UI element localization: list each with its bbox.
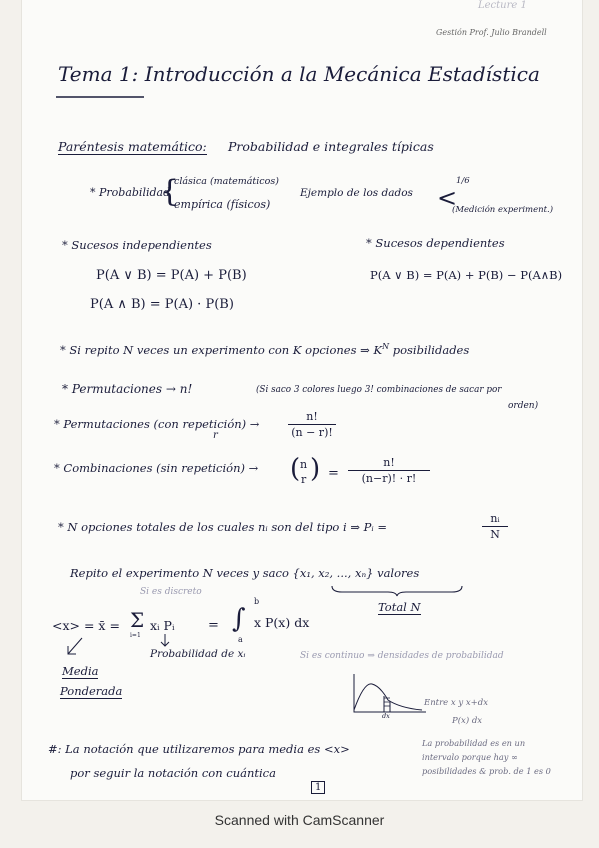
perm-rep-fraction — [288, 410, 336, 439]
graph-note-2: P(x) dx — [452, 716, 483, 726]
probabilidad-brace: { — [160, 174, 180, 209]
combinaciones-label: * Combinaciones (sin repetición) → — [54, 461, 259, 475]
media-lhs: <x> = x̄ = — [52, 618, 120, 633]
opciones-den: N — [490, 528, 500, 541]
page-number: 1 — [311, 781, 325, 794]
sum-lower-limit: i=1 — [130, 632, 141, 639]
ejemplo-brace: < — [437, 184, 458, 212]
perm-rep-subscript: r — [213, 430, 218, 441]
combinaciones-bar — [348, 470, 430, 471]
perm-rep-num: n! — [306, 410, 318, 423]
integral-lower: a — [238, 635, 243, 644]
perm-rep-label: * Permutaciones (con repetición) → — [54, 417, 260, 431]
probabilidad-label: * Probabilidad — [90, 186, 171, 199]
media-eq: = — [208, 618, 219, 633]
combinaciones-den: (n−r)! · r! — [361, 472, 417, 485]
media-label: Media — [62, 664, 99, 678]
opciones-line: * N opciones totales de los cuales nᵢ son del tipo i ⇒ Pᵢ = — [58, 520, 387, 534]
indep-eq-intersection: P(A ∧ B) = P(A) · P(B) — [90, 297, 234, 312]
page-title: Tema 1: Introducción a la Mecánica Estadística — [58, 62, 540, 86]
sum-arrow — [160, 634, 170, 648]
permutaciones-label: * Permutaciones → n! — [62, 382, 193, 396]
section-heading: Paréntesis matemático: — [58, 139, 207, 154]
ponderada-label: Ponderada — [60, 684, 123, 698]
media-arrow — [64, 638, 84, 658]
sucesos-dependientes-label: * Sucesos dependientes — [366, 236, 505, 250]
side-note-3: posibilidades & prob. de 1 es 0 — [422, 766, 551, 776]
graph-dx: dx — [382, 712, 390, 720]
dep-eq: P(A ∨ B) = P(A) + P(B) − P(A∧B) — [370, 268, 563, 282]
title-underline — [56, 95, 146, 99]
binom-top: n — [300, 458, 308, 471]
integral-sign: ∫ — [232, 604, 246, 634]
opciones-fraction — [482, 512, 508, 541]
repito-tail: posibilidades — [392, 342, 470, 357]
integral-term: x P(x) dx — [254, 615, 310, 630]
notebook-page — [22, 0, 582, 800]
indep-eq-union: P(A ∨ B) = P(A) + P(B) — [96, 268, 247, 283]
binom-open: ( — [290, 454, 301, 484]
binom-close: ) — [310, 454, 321, 484]
repito-text: * Si repito N veces un experimento con K opciones ⇒ K — [60, 342, 383, 357]
opciones-bar — [482, 526, 508, 527]
attribution: Gestión Prof. Julio Brandell — [436, 28, 547, 37]
opciones-num: nᵢ — [490, 512, 500, 525]
sucesos-independientes-label: * Sucesos independientes — [62, 238, 212, 252]
perm-rep-den: (n − r)! — [291, 426, 333, 439]
total-n: Total N — [378, 600, 421, 614]
integral-upper: b — [254, 597, 260, 606]
sum-sigma: Σ — [130, 608, 145, 632]
combinaciones-eq: = — [328, 466, 339, 481]
scanner-watermark: Scanned with CamScanner — [214, 812, 385, 828]
binom-bottom: r — [301, 473, 307, 486]
ejemplo-bottom: (Medición experiment.) — [452, 205, 554, 215]
side-note-1: La probabilidad es en un — [422, 738, 526, 748]
ejemplo-dados: Ejemplo de los dados — [300, 187, 413, 199]
experimento-line: Repito el experimento N veces y saco {x₁, x₂, ..., xₙ} valores — [70, 566, 420, 580]
clasica-label: clásica (matemáticos) — [174, 176, 279, 187]
experimento-underbrace — [332, 584, 462, 596]
continuo-note: Si es continuo ⇒ densidades de probabilidad — [300, 651, 504, 661]
permutaciones-note-2: orden) — [508, 401, 539, 411]
probabilidad-de-xi: Probabilidad de xᵢ — [150, 648, 246, 660]
sum-term: xᵢ Pᵢ — [150, 618, 175, 633]
permutaciones-note: (Si saco 3 colores luego 3! combinaciones de sacar por — [256, 385, 502, 395]
perm-rep-bar — [288, 424, 336, 425]
combinaciones-num: n! — [383, 456, 395, 469]
footnote-line-2: por seguir la notación con cuántica — [70, 766, 276, 780]
repito-exponent: N — [382, 342, 390, 351]
ejemplo-top: 1/6 — [456, 176, 470, 186]
top-scribble: Lecture 1 — [478, 0, 527, 11]
combinaciones-fraction — [348, 456, 430, 485]
section-heading-rest: Probabilidad e integrales típicas — [228, 139, 434, 154]
footnote-line-1: #: La notación que utilizaremos para media es <x> — [48, 742, 350, 756]
graph-note-1: Entre x y x+dx — [424, 698, 489, 708]
discreto-note: Si es discreto — [140, 587, 202, 597]
empirica-label: empírica (físicos) — [174, 198, 271, 211]
repito-line — [60, 342, 469, 357]
side-note-2: intervalo porque hay ∞ — [422, 752, 518, 762]
